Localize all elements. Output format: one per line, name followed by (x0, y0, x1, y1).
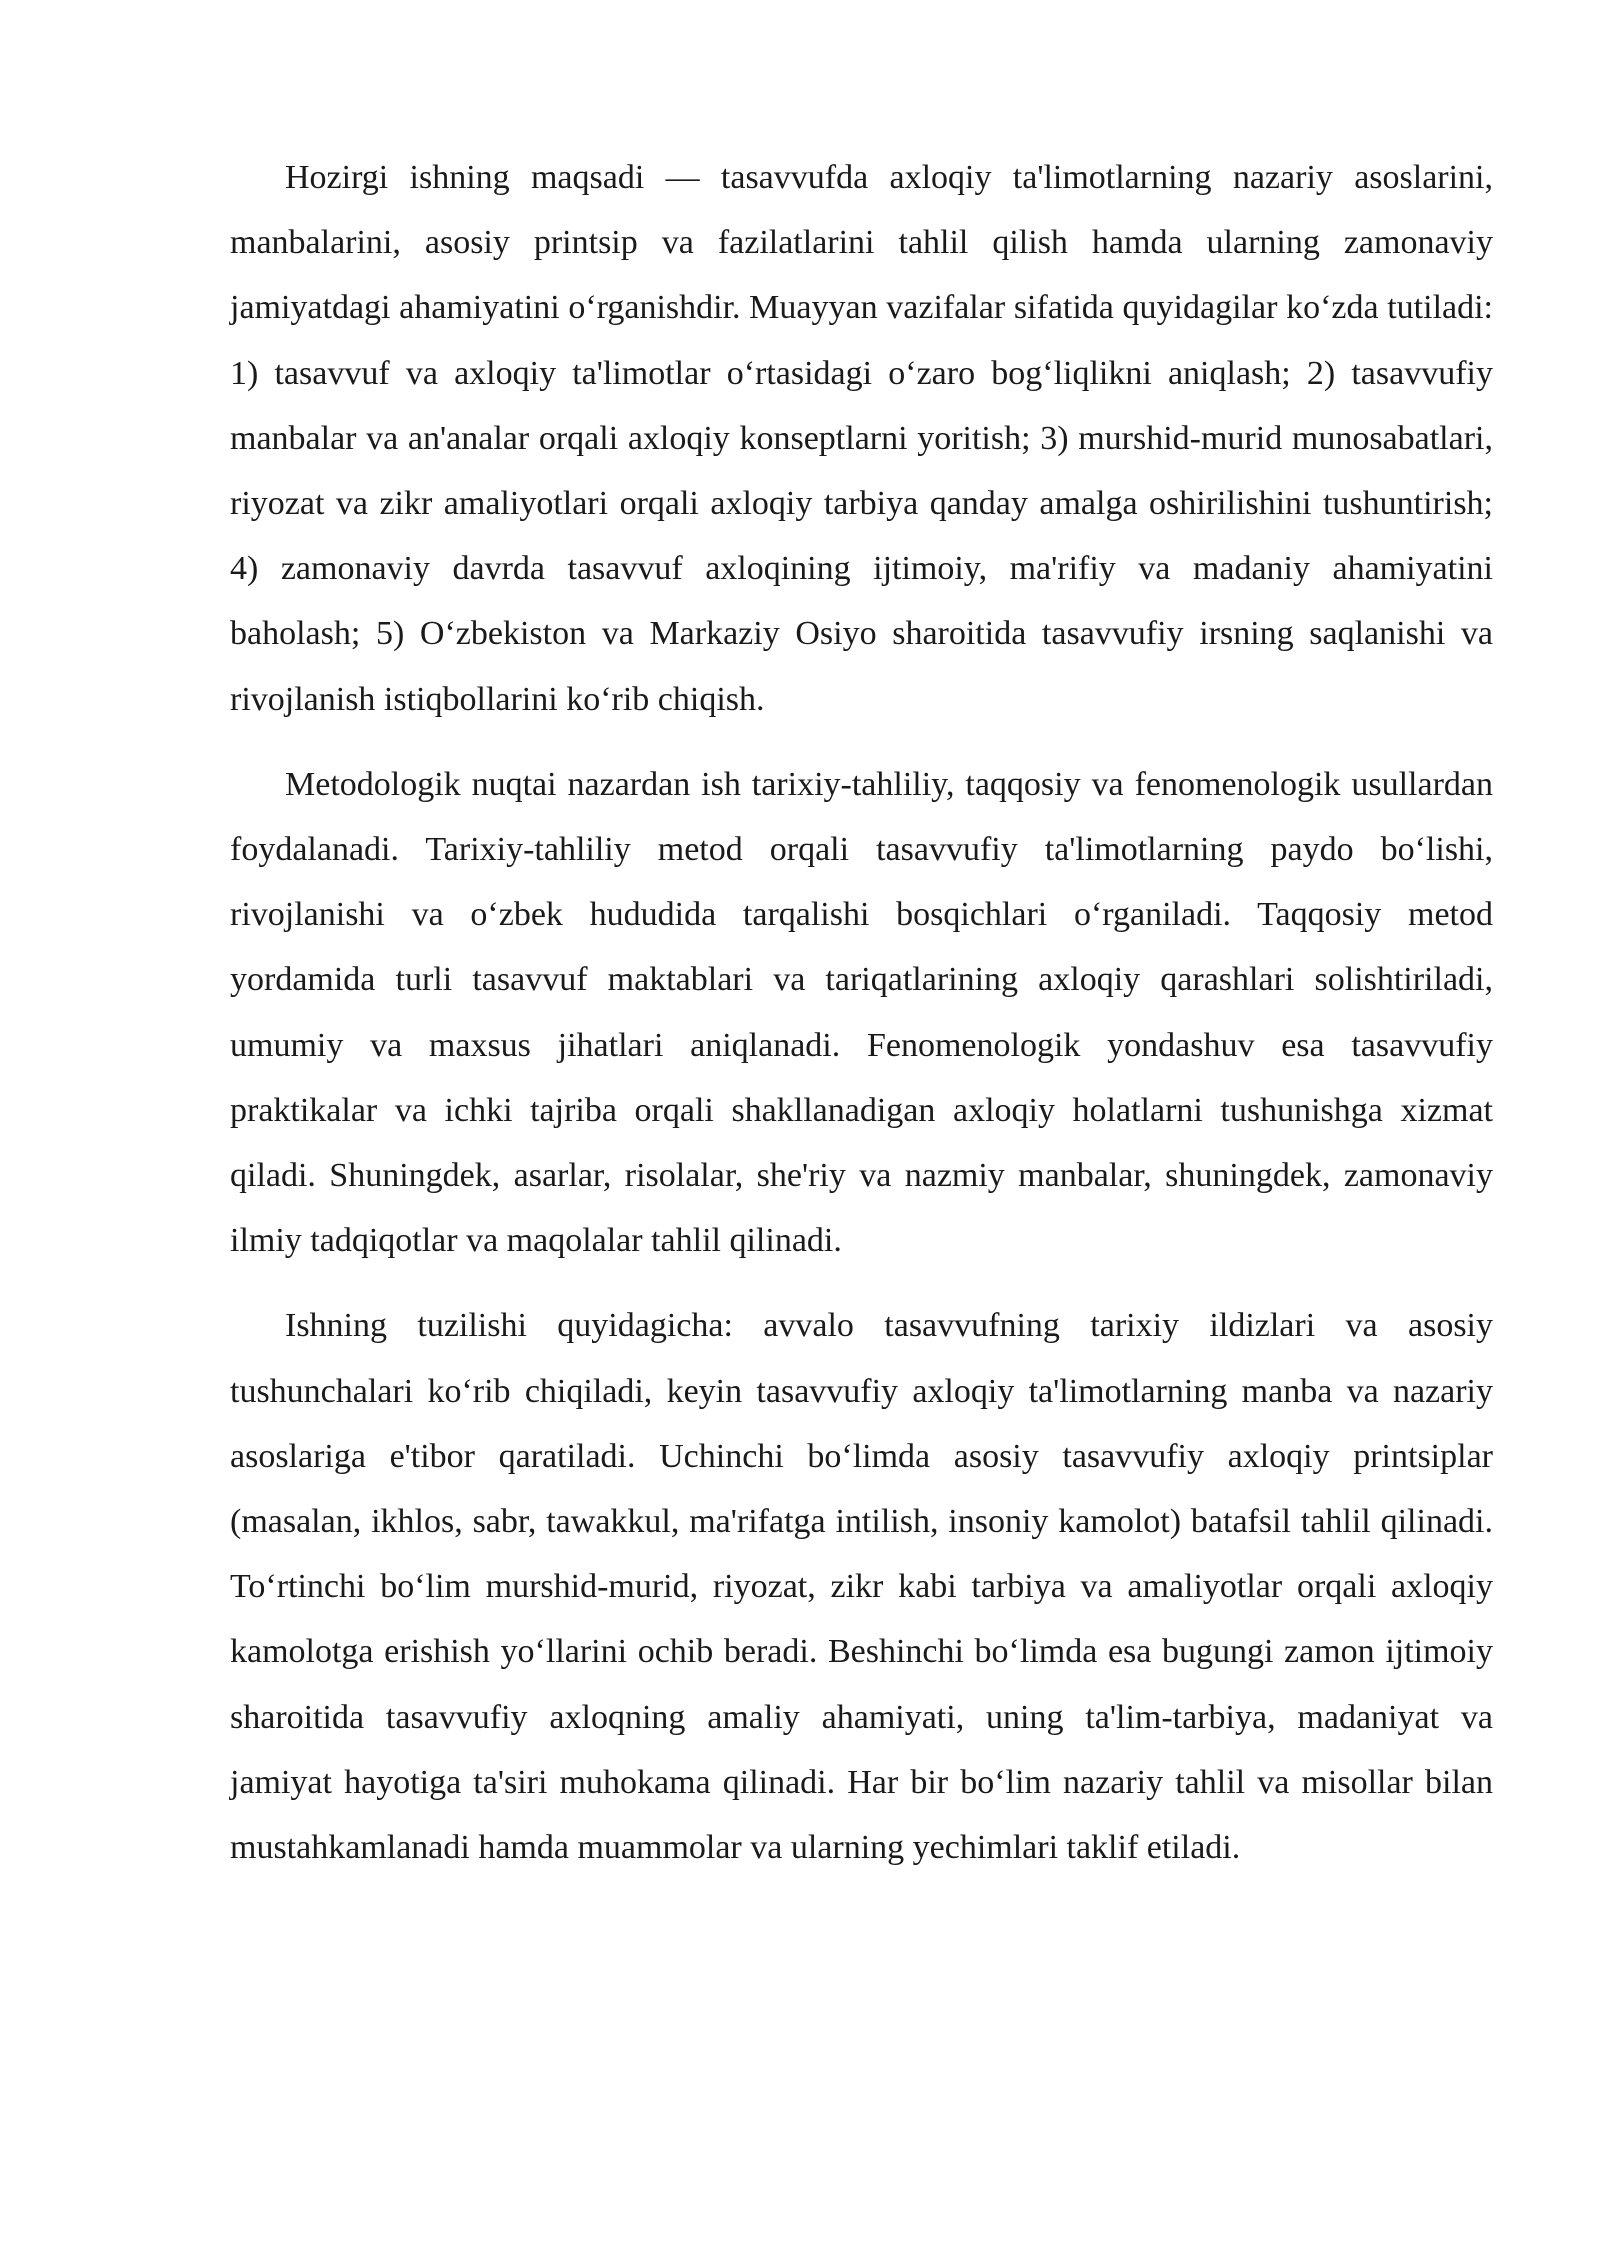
document-body (230, 145, 1493, 1900)
paragraph-methodology: Metodologik nuqtai nazardan ish tarixiy-tahliliy, taqqosiy va fenomenologik usullardan foydalanadi. Tarixiy-tahliliy metod orqali tasavvufiy ta'limotlarning paydo bo‘lishi, rivojlanishi va o‘zbek hududida tarqalishi bosqichlari o‘rganiladi. Taqqosiy metod yordamida turli tasavvuf maktablari va tariqatlarining axloqiy qarashlari solishtiriladi, umumiy va maxsus jihatlari aniqlanadi. Fenomenologik yondashuv esa tasavvufiy praktikalar va ichki tajriba orqali shakllanadigan axloqiy holatlarni tushunishga xizmat qiladi. Shuningdek, asarlar, risolalar, she'riy va nazmiy manbalar, shuningdek, zamonaviy ilmiy tadqiqotlar va maqolalar tahlil qilinadi. (230, 765, 1493, 1260)
paragraph-goals-and-tasks: Hozirgi ishning maqsadi — tasavvufda axloqiy ta'limotlarning nazariy asoslarini, manbalarini, asosiy printsip va fazilatlarini tahlil qilish hamda ularning zamonaviy jamiyatdagi ahamiyatini o‘rganishdir. Muayyan vazifalar sifatida quyidagilar ko‘zda tutiladi: 1) tasavvuf va axloqiy ta'limotlar o‘rtasidagi o‘zaro bog‘liqlikni aniqlash; 2) tasavvufiy manbalar va an'analar orqali axloqiy konseptlarni yoritish; 3) murshid-murid munosabatlari, riyozat va zikr amaliyotlari orqali axloqiy tarbiya qanday amalga oshirilishini tushuntirish; 4) zamonaviy davrda tasavvuf axloqining ijtimoiy, ma'rifiy va madaniy ahamiyatini baholash; 5) O‘zbekiston va Markaziy Osiyo sharoitida tasavvufiy irsning saqlanishi va rivojlanish istiqbollarini ko‘rib chiqish. (230, 159, 1493, 718)
paragraph-structure: Ishning tuzilishi quyidagicha: avvalo tasavvufning tarixiy ildizlari va asosiy tushunchalari ko‘rib chiqiladi, keyin tasavvufiy axloqiy ta'limotlarning manba va nazariy asoslariga e'tibor qaratiladi. Uchinchi bo‘limda asosiy tasavvufiy axloqiy printsiplar (masalan, ikhlos, sabr, tawakkul, ma'rifatga intilish, insoniy kamolot) batafsil tahlil qilinadi. To‘rtinchi bo‘lim murshid-murid, riyozat, zikr kabi tarbiya va amaliyotlar orqali axloqiy kamolotga erishish yo‘llarini ochib beradi. Beshinchi bo‘limda esa bugungi zamon ijtimoiy sharoitida tasavvufiy axloqning amaliy ahamiyati, uning ta'lim-tarbiya, madaniyat va jamiyat hayotiga ta'siri muhokama qilinadi. Har bir bo‘lim nazariy tahlil va misollar bilan mustahkamlanadi hamda muammolar va ularning yechimlari taklif etiladi. (230, 1307, 1493, 1867)
